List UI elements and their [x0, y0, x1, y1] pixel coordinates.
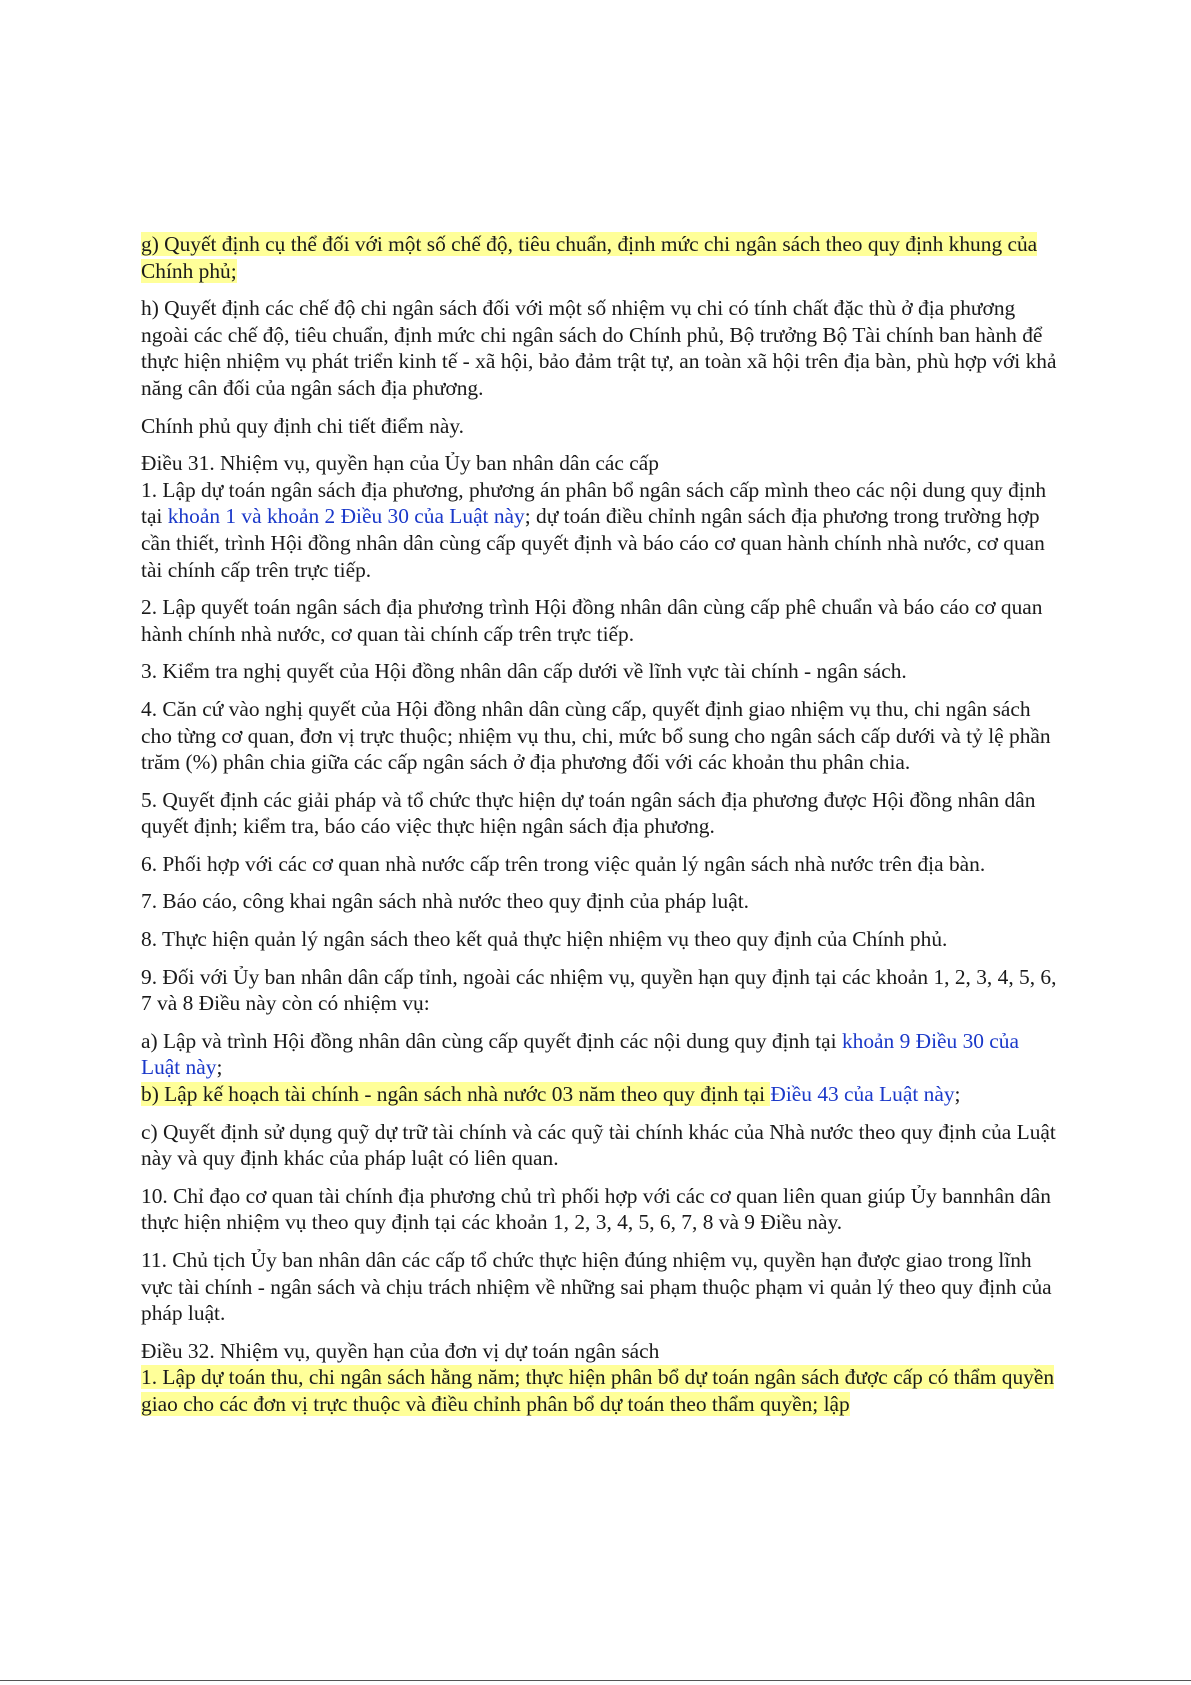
paragraph-text: 11. Chủ tịch Ủy ban nhân dân các cấp tổ chức thực hiện đúng nhiệm vụ, quyền hạn được giao trong lĩnh vực tài chính - ngân sách và chịu trách nhiệm về những sai phạm thuộc phạm vi quản lý theo quy định của pháp luật. [141, 1248, 1052, 1326]
paragraph-text: 9. Đối với Ủy ban nhân dân cấp tỉnh, ngoài các nhiệm vụ, quyền hạn quy định tại các khoản 1, 2, 3, 4, 5, 6, 7 và 8 Điều này còn có nhiệm vụ: [141, 964, 1057, 1016]
law-reference-link[interactable]: khoản 9 Điều 30 của Luật này [141, 1028, 1019, 1080]
page-bottom-rule [0, 1680, 1191, 1681]
highlighted-text: b) Lập kế hoạch tài chính - ngân sách nhà nước 03 năm theo quy định tại [141, 1082, 771, 1107]
paragraph-p-31-9 [141, 964, 1061, 1017]
highlighted-text: g) Quyết định cụ thể đối với một số chế độ, tiêu chuẩn, định mức chi ngân sách theo quy định khung của Chính phủ; [141, 232, 1038, 283]
paragraph-text: 4. Căn cứ vào nghị quyết của Hội đồng nhân dân cùng cấp, quyết định giao nhiệm vụ thu, chi ngân sách cho từng cơ quan, đơn vị trực thuộc; nhiệm vụ thu, chi, mức bổ sung cho ngân sách cấp dưới và tỷ lệ phần trăm (%) phân chia giữa các cấp ngân sách ở địa phương đối với các khoản thu phân chia. [141, 696, 1051, 775]
paragraph-p-31-1 [141, 477, 1061, 583]
paragraph-text: ; [954, 1082, 961, 1107]
paragraph-text: c) Quyết định sử dụng quỹ dự trữ tài chính và các quỹ tài chính khác của Nhà nước theo quy định của Luật này và quy định khác của pháp luật có liên quan. [141, 1119, 1056, 1171]
paragraph-text: 7. Báo cáo, công khai ngân sách nhà nước theo quy định của pháp luật. [141, 889, 750, 914]
paragraph-p-31-5 [141, 787, 1061, 840]
paragraph-p-31-9c [141, 1119, 1061, 1172]
paragraph-text: Điều 31. Nhiệm vụ, quyền hạn của Ủy ban nhân dân các cấp [141, 451, 659, 476]
paragraph-p-32-1 [141, 1364, 1061, 1417]
paragraph-p-31-4 [141, 696, 1061, 776]
paragraph-p-31-6 [141, 851, 1061, 878]
paragraph-p-d32 [141, 1338, 1061, 1365]
paragraph-text: Điều 32. Nhiệm vụ, quyền hạn của đơn vị dự toán ngân sách [141, 1338, 660, 1363]
paragraph-text: 2. Lập quyết toán ngân sách địa phương trình Hội đồng nhân dân cùng cấp phê chuẩn và báo cáo cơ quan hành chính nhà nước, cơ quan tài chính cấp trên trực tiếp. [141, 595, 1043, 646]
paragraph-text: ; dự toán điều chỉnh ngân sách địa phương trong trường hợp cần thiết, trình Hội đồng nhân dân cùng cấp quyết định và báo cáo cơ quan hành chính nhà nước, cơ quan tài chính cấp trên trực tiếp. [141, 504, 1045, 582]
paragraph-text: 1. Lập dự toán ngân sách địa phương, phương án phân bổ ngân sách cấp mình theo các nội dung quy định tại [141, 477, 1047, 529]
paragraph-text: 5. Quyết định các giải pháp và tổ chức thực hiện dự toán ngân sách địa phương được Hội đồng nhân dân quyết định; kiểm tra, báo cáo việc thực hiện ngân sách địa phương. [141, 787, 1036, 839]
paragraph-p-cp [141, 413, 1061, 440]
paragraph-p-31-9b [141, 1081, 1061, 1108]
paragraph-text: 8. Thực hiện quản lý ngân sách theo kết quả thực hiện nhiệm vụ theo quy định của Chính phủ. [141, 927, 948, 952]
document-body [141, 231, 1061, 1418]
paragraph-p-d31 [141, 450, 1061, 477]
paragraph-text: h) Quyết định các chế độ chi ngân sách đối với một số nhiệm vụ chi có tính chất đặc thù ở địa phương ngoài các chế độ, tiêu chuẩn, định mức chi ngân sách do Chính phủ, Bộ trưởng Bộ Tài chính ban hành để thực hiện nhiệm vụ phát triển kinh tế - xã hội, bảo đảm trật tự, an toàn xã hội trên địa bàn, phù hợp với khả năng cân đối của ngân sách địa phương. [141, 296, 1057, 400]
paragraph-p-h [141, 295, 1061, 401]
paragraph-p-31-9a [141, 1028, 1061, 1081]
paragraph-text: Chính phủ quy định chi tiết điểm này. [141, 413, 464, 438]
highlighted-text: 1. Lập dự toán thu, chi ngân sách hằng năm; thực hiện phân bổ dự toán ngân sách được cấp có thẩm quyền giao cho các đơn vị trực thuộc và điều chỉnh phân bổ dự toán theo thẩm quyền; lập [141, 1365, 1055, 1416]
paragraph-p-31-2 [141, 594, 1061, 647]
law-reference-link[interactable]: khoản 1 và khoản 2 Điều 30 của Luật này [167, 504, 525, 529]
paragraph-p-31-3 [141, 658, 1061, 685]
paragraph-text: a) Lập và trình Hội đồng nhân dân cùng cấp quyết định các nội dung quy định tại [141, 1028, 842, 1053]
paragraph-text: ; [216, 1055, 223, 1080]
law-reference-link[interactable]: Điều 43 của Luật này [770, 1082, 955, 1107]
paragraph-text: 10. Chỉ đạo cơ quan tài chính địa phương chủ trì phối hợp với các cơ quan liên quan giúp Ủy bannhân dân thực hiện nhiệm vụ theo quy định tại các khoản 1, 2, 3, 4, 5, 6, 7, 8 và 9 Điều này. [141, 1183, 1051, 1235]
paragraph-p-31-8 [141, 926, 1061, 953]
paragraph-p-31-7 [141, 888, 1061, 915]
paragraph-text: 3. Kiểm tra nghị quyết của Hội đồng nhân dân cấp dưới về lĩnh vực tài chính - ngân sách. [141, 659, 907, 684]
paragraph-p-31-10 [141, 1183, 1061, 1236]
paragraph-p-g [141, 231, 1061, 284]
paragraph-text: 6. Phối hợp với các cơ quan nhà nước cấp trên trong việc quản lý ngân sách nhà nước trên địa bàn. [141, 851, 986, 876]
paragraph-p-31-11 [141, 1247, 1061, 1327]
